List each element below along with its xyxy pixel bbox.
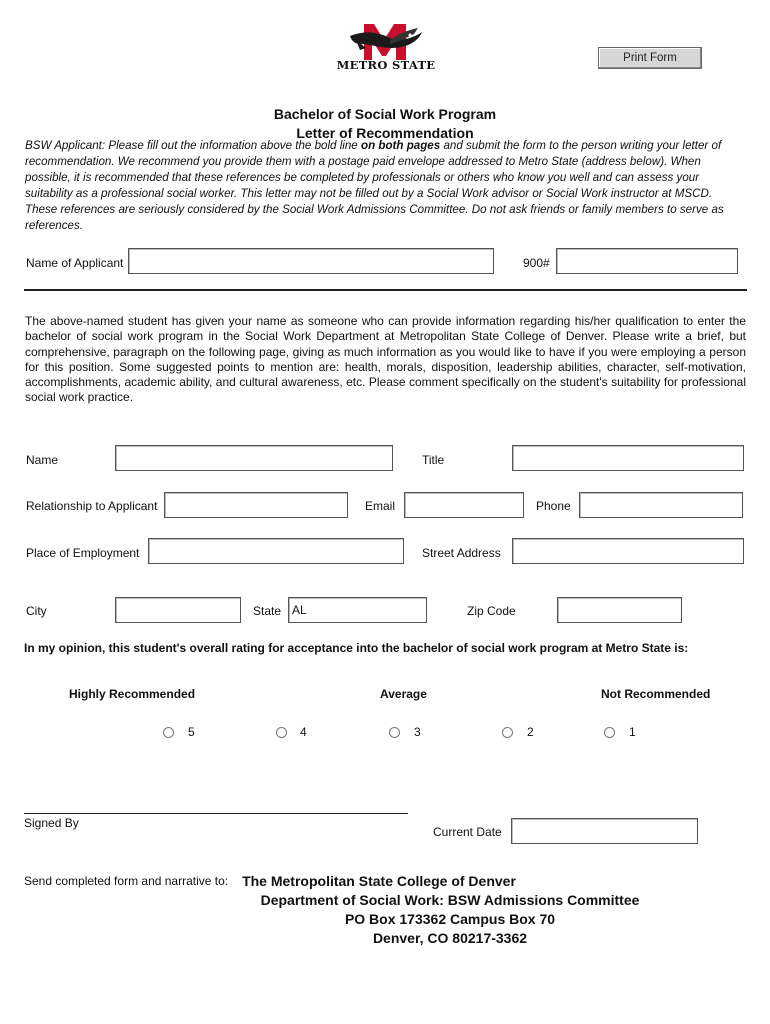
state-label: State (253, 604, 282, 618)
applicant-id-input[interactable] (556, 248, 738, 274)
form-title: Bachelor of Social Work Program (273, 106, 497, 122)
rating-high-label: Highly Recommended (69, 687, 196, 701)
recommender-title-label: Title (422, 453, 445, 467)
employment-input[interactable] (148, 538, 404, 564)
rating-1-radio[interactable] (604, 727, 615, 738)
applicant-name-label: Name of Applicant (26, 256, 124, 270)
current-date-label: Current Date (433, 825, 502, 839)
address-line-2: Department of Social Work: BSW Admissions Committee (260, 892, 640, 908)
rating-4-label: 4 (300, 725, 307, 739)
address-line-4: Denver, CO 80217-3362 (372, 930, 528, 946)
street-address-label: Street Address (422, 546, 501, 560)
rating-5-radio[interactable] (163, 727, 174, 738)
rating-average-label: Average (380, 687, 427, 701)
rating-4-radio[interactable] (276, 727, 287, 738)
rating-3-label: 3 (414, 725, 421, 739)
state-input[interactable]: AL (288, 597, 427, 623)
applicant-name-input[interactable] (128, 248, 494, 274)
recommender-instructions: The above-named student has given your name as someone who can provide information regarding his/her qualification to enter the bachelor of social work program in the Social Work Department at Metropolitan State College of Denver. Please write a brief, but comprehensive, paragraph on the following page, giving as much information as you would like to have if you were employing a person for this position. Some suggested points to mention are: health, morals, disposition, leadership abilities, character, self-motivation, accomplishments, academic ability, and cultural awareness, etc. Please comment specifically on the student's suitability for professional social work practice. (25, 314, 746, 405)
zip-label: Zip Code (467, 604, 516, 618)
recommender-title-input[interactable] (512, 445, 744, 471)
recommender-name-label: Name (26, 453, 59, 467)
rating-2-label: 2 (527, 725, 534, 739)
recommender-name-input[interactable] (115, 445, 393, 471)
city-label: City (26, 604, 47, 618)
relationship-label: Relationship to Applicant (26, 499, 158, 513)
rating-1-label: 1 (629, 725, 636, 739)
email-label: Email (365, 499, 396, 513)
rating-question: In my opinion, this student's overall rating for acceptance into the bachelor of social work program at Metro State is: (24, 641, 689, 655)
send-to-label: Send completed form and narrative to: (24, 874, 229, 888)
phone-input[interactable] (579, 492, 743, 518)
rating-5-label: 5 (188, 725, 195, 739)
intro-text-1: BSW Applicant: Please fill out the information above the bold line (25, 139, 361, 152)
address-block-lower (200, 891, 700, 948)
applicant-id-label: 900# (523, 256, 550, 270)
intro-instructions (25, 138, 747, 234)
bold-divider-line (24, 289, 747, 291)
rating-low-label: Not Recommended (601, 687, 711, 701)
form-subtitle: Letter of Recommendation (296, 125, 474, 141)
employment-label: Place of Employment (26, 546, 140, 560)
current-date-input[interactable] (511, 818, 698, 844)
phone-label: Phone (536, 499, 571, 513)
relationship-input[interactable] (164, 492, 348, 518)
address-line-3: PO Box 173362 Campus Box 70 (344, 911, 556, 927)
mailing-address (240, 872, 518, 891)
logo-text: METRO STATE (336, 58, 436, 72)
metro-state-logo (330, 18, 440, 74)
print-form-button[interactable]: Print Form (598, 47, 702, 69)
address-line-1: The Metropolitan State College of Denver (242, 873, 516, 889)
city-input[interactable] (115, 597, 241, 623)
intro-emphasis: on both pages (360, 139, 441, 152)
signature-line[interactable] (24, 813, 408, 814)
intro-text-2: and submit the form to the person writing your letter of recommendation. We recommend you provide them with a postage paid envelope addressed to Metro State (address below). When possible, it is recommended that these references be completed by professionals or others who know you well and can assess your suitability as a professional social worker. This letter may not be filled out by a Social Work advisor or Social Work instructor at MSCD. These references are seriously considered by the Social Work Admissions Committee. Do not ask friends or family members to serve as references. (25, 139, 724, 232)
rating-2-radio[interactable] (502, 727, 513, 738)
email-input[interactable] (404, 492, 524, 518)
street-address-input[interactable] (512, 538, 744, 564)
rating-3-radio[interactable] (389, 727, 400, 738)
signed-by-label: Signed By (24, 816, 79, 830)
zip-input[interactable] (557, 597, 682, 623)
